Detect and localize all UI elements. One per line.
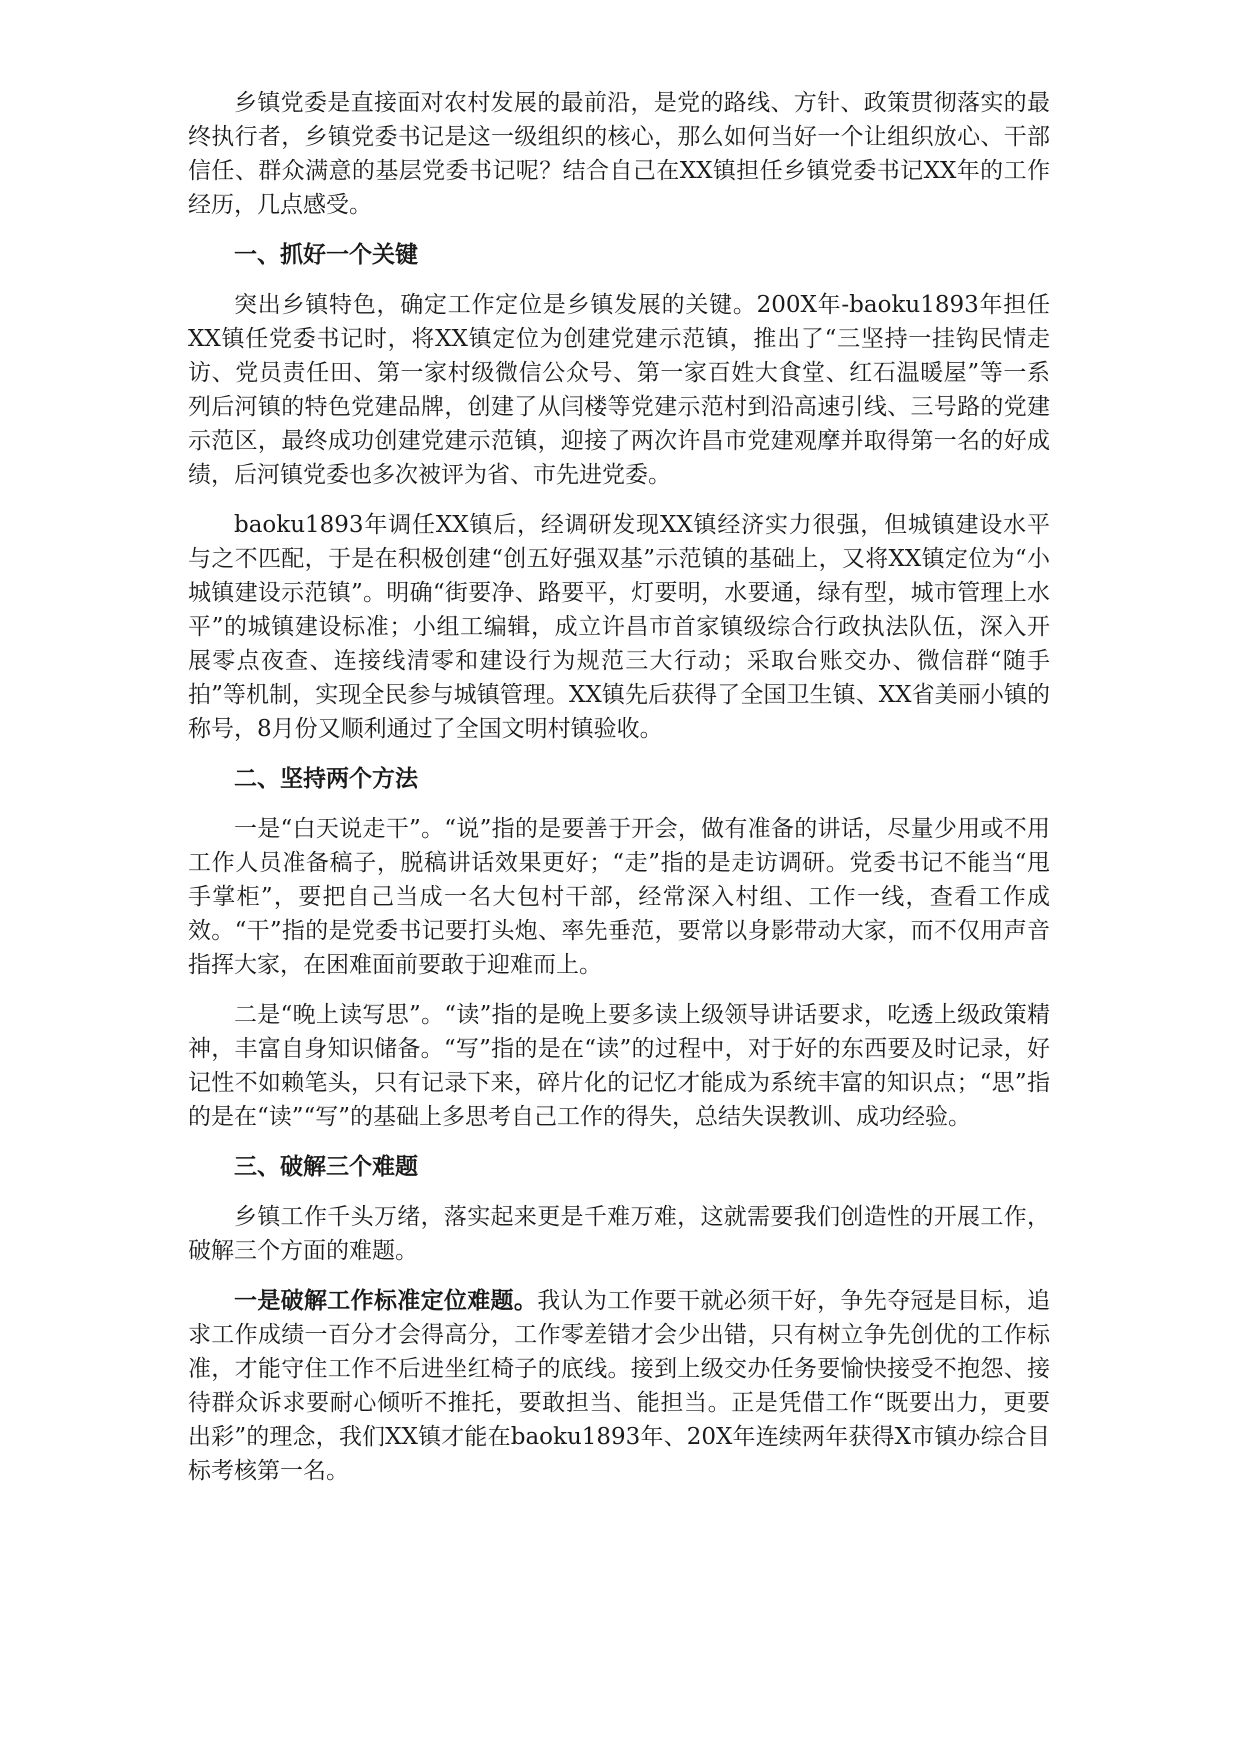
document-body <box>188 86 1050 1504</box>
section-2-heading: 二、坚持两个方法 <box>234 765 418 792</box>
section-1-paragraph-1: 突出乡镇特色，确定工作定位是乡镇发展的关键。200X年-baoku1893年担任XX镇任党委书记时，将XX镇定位为创建党建示范镇，推出了“三坚持一挂钩民情走访、党员责任田、第一家村级微信公众号、第一家百姓大食堂、红石温暖屋”等一系列后河镇的特色党建品牌，创建了从闫楼等党建示范村到沿高速引线、三号路的党建示范区，最终成功创建党建示范镇，迎接了两次许昌市党建观摩并取得第一名的好成绩，后河镇党委也多次被评为省、市先进党委。 <box>188 292 1050 488</box>
section-3-paragraph-1: 乡镇工作千头万绪，落实起来更是千难万难，这就需要我们创造性的开展工作，破解三个方面的难题。 <box>188 1204 1050 1264</box>
section-3-paragraph-2-body: 我认为工作要干就必须干好，争先夺冠是目标，追求工作成绩一百分才会得高分，工作零差错才会少出错，只有树立争先创优的工作标准，才能守住工作不后进坐红椅子的底线。接到上级交办任务要愉快接受不抱怨、接待群众诉求要耐心倾听不推托，要敢担当、能担当。正是凭借工作“既要出力，更要出彩”的理念，我们XX镇才能在baoku1893年、20X年连续两年获得X市镇办综合目标考核第一名。 <box>188 1288 1051 1484</box>
section-3-paragraph-2-lead: 一是破解工作标准定位难题。 <box>234 1287 538 1314</box>
section-1-heading: 一、抓好一个关键 <box>234 241 418 268</box>
section-2-paragraph-1: 一是“白天说走干”。“说”指的是要善于开会，做有准备的讲话，尽量少用或不用工作人员准备稿子，脱稿讲话效果更好；“走”指的是走访调研。党委书记不能当“甩手掌柜”，要把自己当成一名大包村干部，经常深入村组、工作一线，查看工作成效。“干”指的是党委书记要打头炮、率先垂范，要常以身影带动大家，而不仅用声音指挥大家，在困难面前要敢于迎难而上。 <box>188 816 1050 978</box>
intro-paragraph: 乡镇党委是直接面对农村发展的最前沿，是党的路线、方针、政策贯彻落实的最终执行者，乡镇党委书记是这一级组织的核心，那么如何当好一个让组织放心、干部信任、群众满意的基层党委书记呢？结合自己在XX镇担任乡镇党委书记XX年的工作经历，几点感受。 <box>188 90 1050 218</box>
section-3-paragraph-2 <box>188 1284 1050 1488</box>
section-1-paragraph-2: baoku1893年调任XX镇后，经调研发现XX镇经济实力很强，但城镇建设水平与之不匹配，于是在积极创建“创五好强双基”示范镇的基础上，又将XX镇定位为“小城镇建设示范镇”。明确“街要净、路要平，灯要明，水要通，绿有型，城市管理上水平”的城镇建设标准；小组工编辑，成立许昌市首家镇级综合行政执法队伍，深入开展零点夜查、连接线清零和建设行为规范三大行动；采取台账交办、微信群“随手拍”等机制，实现全民参与城镇管理。XX镇先后获得了全国卫生镇、XX省美丽小镇的称号，8月份又顺利通过了全国文明村镇验收。 <box>188 512 1050 742</box>
section-3-heading: 三、破解三个难题 <box>234 1153 418 1180</box>
section-2-paragraph-2: 二是“晚上读写思”。“读”指的是晚上要多读上级领导讲话要求，吃透上级政策精神，丰富自身知识储备。“写”指的是在“读”的过程中，对于好的东西要及时记录，好记性不如赖笔头，只有记录下来，碎片化的记忆才能成为系统丰富的知识点；“思”指的是在“读”“写”的基础上多思考自己工作的得失，总结失误教训、成功经验。 <box>188 1002 1050 1130</box>
